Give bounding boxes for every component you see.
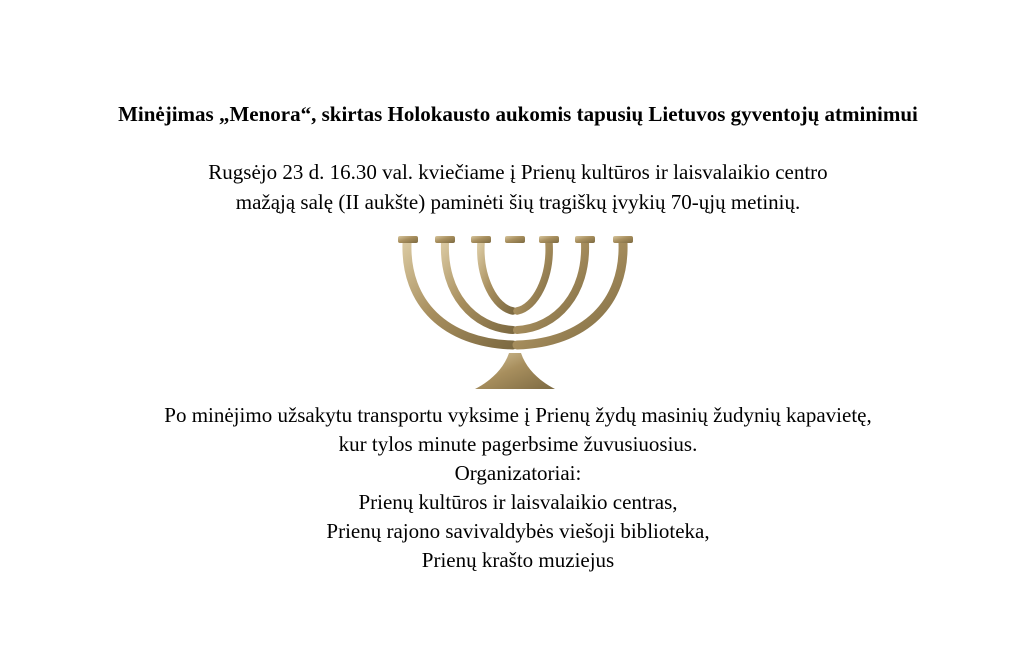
- details-line-1: Po minėjimo užsakytu transportu vyksime į Prienų žydų masinių žudynių kapavietę,: [164, 403, 872, 427]
- organizers-label: Organizatoriai:: [454, 461, 582, 485]
- details-paragraph: [0, 401, 1036, 575]
- page-title: Minėjimas „Menora“, skirtas Holokausto aukomis tapusių Lietuvos gyventojų atminimui: [118, 102, 918, 126]
- organizer-3: Prienų krašto muziejus: [421, 548, 615, 572]
- organizer-1: Prienų kultūros ir laisvalaikio centras,: [358, 490, 678, 514]
- intro-line-2: mažąją salę (II aukšte) paminėti šių tragiškų įvykių 70-ųjų metinių.: [235, 190, 801, 214]
- menorah-icon: [395, 233, 635, 393]
- organizer-2: Prienų rajono savivaldybės viešoji biblioteka,: [326, 519, 710, 543]
- details-line-2: kur tylos minute pagerbsime žuvusiuosius.: [338, 432, 698, 456]
- intro-paragraph: [0, 157, 1036, 217]
- intro-line-1: Rugsėjo 23 d. 16.30 val. kviečiame į Prienų kultūros ir laisvalaikio centro: [208, 160, 828, 184]
